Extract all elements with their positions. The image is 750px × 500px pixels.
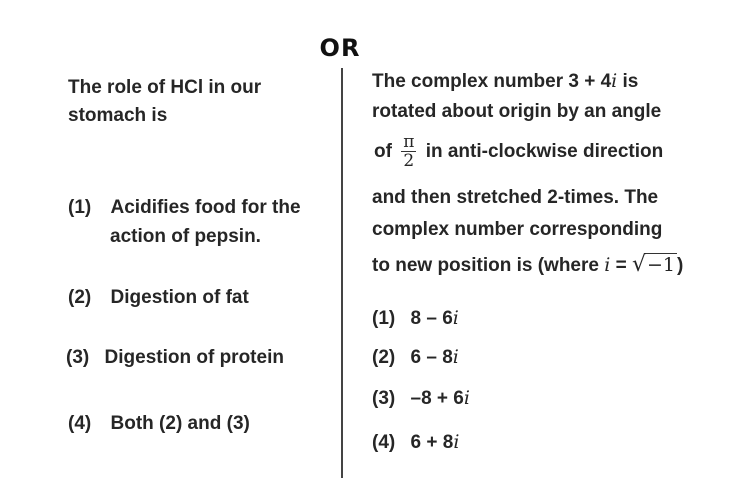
right-question-line-3 [374, 130, 663, 174]
imaginary-unit: i [611, 70, 618, 92]
left-option-1 [68, 193, 301, 223]
left-option-2 [68, 283, 249, 313]
right-line3-prefix: of [374, 141, 392, 162]
right-question-line-4: and then stretched 2-times. The [372, 187, 659, 208]
left-option-2-text: Digestion of fat [110, 287, 249, 308]
or-heading: OR [319, 34, 361, 62]
right-option-2-value: 6 – 8 [410, 347, 453, 368]
right-question-line-5: complex number corresponding [372, 219, 663, 240]
radical-sign: √ [631, 252, 647, 277]
radicand: −1 [647, 254, 676, 276]
right-option-2-number: (2) [372, 347, 396, 368]
fraction-numerator: π [403, 132, 415, 153]
right-question-line-2: rotated about origin by an angle [372, 101, 662, 122]
right-option-3-value: –8 + 6 [410, 388, 464, 409]
left-option-4-number: (4) [68, 413, 92, 434]
pi-over-2-fraction [401, 133, 416, 170]
left-option-3-text: Digestion of protein [104, 347, 284, 368]
right-question-line-6 [372, 250, 683, 281]
right-line6-suffix: ) [677, 255, 684, 276]
right-option-4-number: (4) [372, 432, 396, 453]
right-option-1 [372, 303, 459, 334]
right-line3-suffix: in anti-clockwise direction [425, 141, 664, 162]
left-option-1-text-line-2: action of pepsin. [110, 226, 261, 247]
imaginary-unit: i [604, 254, 611, 276]
right-option-1-value: 8 – 6 [410, 308, 453, 329]
left-option-2-number: (2) [68, 287, 92, 308]
column-divider [341, 68, 343, 478]
right-line6-prefix: to new position is (where [372, 255, 605, 276]
fraction-denominator: 2 [403, 151, 415, 172]
imaginary-unit: i [463, 387, 470, 409]
right-line6-eq: = [610, 255, 632, 276]
right-line1-suffix: is [617, 71, 639, 92]
left-option-3-number: (3) [66, 347, 90, 368]
left-question-line-1: The role of HCl in our [68, 77, 262, 98]
left-question-line-2: stomach is [68, 105, 168, 126]
imaginary-unit: i [452, 307, 459, 329]
right-line1-prefix: The complex number 3 + 4 [372, 71, 612, 92]
right-option-3-number: (3) [372, 388, 396, 409]
right-option-4-value: 6 + 8 [410, 432, 454, 453]
right-option-4 [372, 427, 459, 458]
imaginary-unit: i [453, 431, 460, 453]
left-option-1-text-line-1: Acidifies food for the [110, 197, 301, 218]
left-option-1-number: (1) [68, 197, 92, 218]
square-root [632, 250, 677, 280]
right-option-3 [372, 383, 470, 414]
left-option-4 [68, 409, 250, 439]
right-question-line-1 [372, 66, 638, 97]
left-option-4-text: Both (2) and (3) [110, 413, 250, 434]
left-option-3 [66, 343, 284, 373]
imaginary-unit: i [452, 346, 459, 368]
right-option-1-number: (1) [372, 308, 396, 329]
right-option-2 [372, 342, 459, 373]
